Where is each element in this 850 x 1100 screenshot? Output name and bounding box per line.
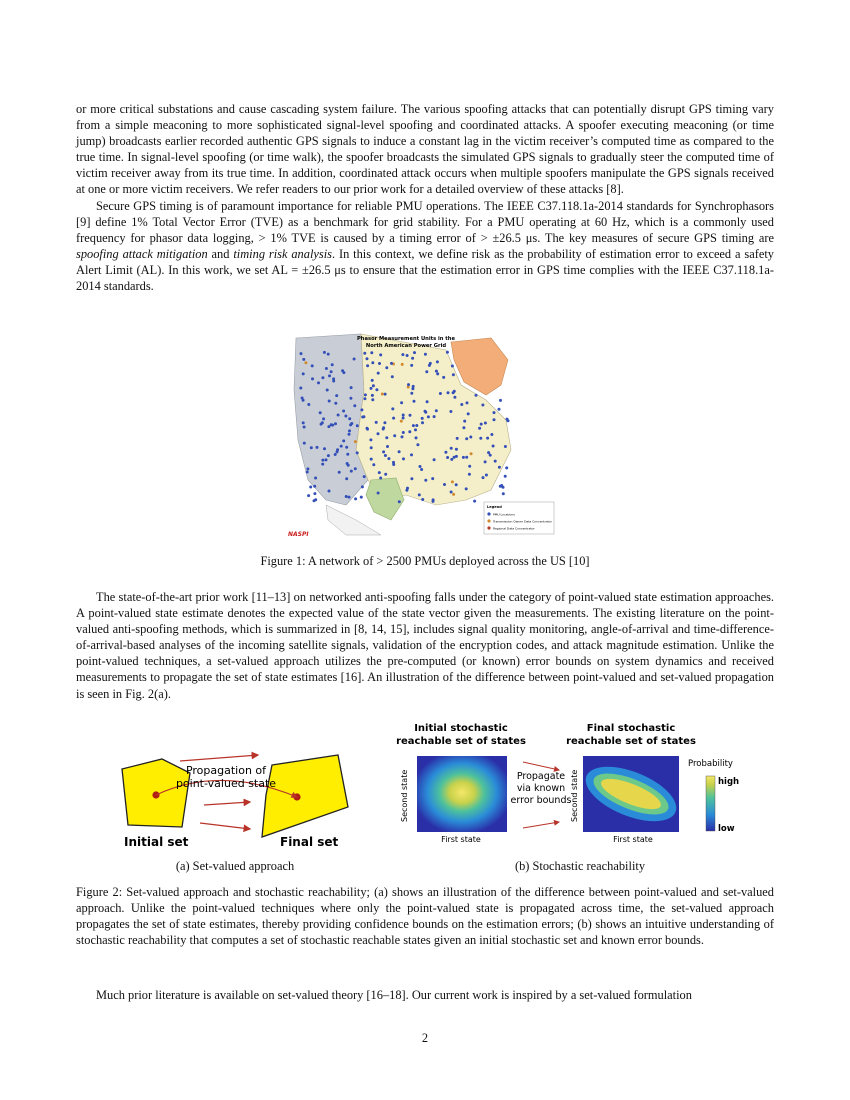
- pmu-dot: [435, 370, 438, 373]
- pmu-dot: [348, 433, 351, 436]
- pmu-dot: [443, 483, 446, 486]
- pmu-dot: [421, 417, 424, 420]
- ylabel-right: Second state: [570, 769, 579, 822]
- pmu-dot: [381, 393, 384, 396]
- pmu-dot: [370, 351, 373, 354]
- pmu-dot: [465, 456, 468, 459]
- pmu-dot: [455, 448, 458, 451]
- pmu-dot: [493, 411, 496, 414]
- pmu-dot: [331, 363, 334, 366]
- pmu-dot: [303, 442, 306, 445]
- pmu-dot: [419, 465, 422, 468]
- pmu-dot: [431, 477, 434, 480]
- pmu-dot: [466, 401, 469, 404]
- pmu-dot: [345, 446, 348, 449]
- pmu-dot: [411, 357, 414, 360]
- pmu-dot: [425, 370, 428, 373]
- pmu-dot: [480, 423, 483, 426]
- pmu-dot: [349, 423, 352, 426]
- pmu-dot: [436, 372, 439, 375]
- pmu-dot: [421, 498, 424, 501]
- pmu-dot: [414, 428, 417, 431]
- pmu-dot: [342, 410, 345, 413]
- pmu-dot: [378, 471, 381, 474]
- pmu-dot: [330, 370, 333, 373]
- pmu-dot: [402, 431, 405, 434]
- pmu-dot: [383, 421, 386, 424]
- pmu-dot: [370, 446, 373, 449]
- pmu-dot: [462, 426, 465, 429]
- pmu-dot: [450, 458, 453, 461]
- pmu-dot: [426, 400, 429, 403]
- pmu-dot: [353, 358, 356, 361]
- legend-item-3: Regional Data Concentrator: [493, 526, 535, 531]
- pmu-dot: [354, 467, 357, 470]
- pmu-dot: [336, 448, 339, 451]
- pmu-dot: [505, 466, 508, 469]
- colorbar-low: low: [718, 824, 735, 834]
- pmu-dot: [478, 427, 481, 430]
- pmu-dot: [334, 422, 337, 425]
- pmu-dot: [363, 475, 366, 478]
- pmu-dot: [463, 420, 466, 423]
- pmu-dot: [348, 417, 351, 420]
- pmu-dot: [455, 483, 458, 486]
- ylabel-left: Second state: [400, 769, 409, 822]
- pmu-dot: [450, 447, 453, 450]
- pmu-dot: [342, 439, 345, 442]
- pmu-dot: [502, 492, 505, 495]
- pmu-dot: [345, 495, 348, 498]
- pmu-dot: [303, 426, 306, 429]
- paragraph-4: Much prior literature is available on set-valued theory [16–18]. Our current work is inspired by a set-valued formulation: [96, 988, 692, 1002]
- pmu-dot: [354, 497, 357, 500]
- pmu-dot: [370, 458, 373, 461]
- pmu-dot: [375, 421, 378, 424]
- pmu-dot: [360, 408, 363, 411]
- pmu-dot: [400, 401, 403, 404]
- figure-1-map: [286, 330, 558, 540]
- pmu-dot: [401, 353, 404, 356]
- pmu-dot: [493, 418, 496, 421]
- pmu-dot: [405, 489, 408, 492]
- pmu-dot: [384, 454, 387, 457]
- paragraph-1: or more critical substations and cause cascading system failure. The various spoofing attacks that can potentially disrupt GPS timing vary from a simple meaconing to more sophisticated signal-level spoofing and coordinated attacks. A spoofer executing meaconing (or time jump) broadcasts earlier recorded authentic GPS signals to induce a constant lag in the victim receiver’s computed time as compared to the true time. In signal-level spoofing (or time walk), the spoofer broadcasts the simulated GPS signals to gradually steer the computed time of victim receiver away from its true time. In addition, coordinated attack occurs when multiple spoofers manipulate the GPS signals received at one or more victim receivers. We refer readers to our prior work for a detailed overview of these attacks [8].: [76, 102, 774, 197]
- pmu-dot: [321, 421, 324, 424]
- pmu-dot: [487, 451, 490, 454]
- pmu-dot: [309, 486, 312, 489]
- pmu-dot: [338, 471, 341, 474]
- pmu-dot: [421, 421, 424, 424]
- pmu-dot: [413, 400, 416, 403]
- pmu-dot: [398, 500, 401, 503]
- pmu-dot: [371, 394, 374, 397]
- pmu-dot: [316, 446, 319, 449]
- pmu-dot: [319, 411, 322, 414]
- pmu-dot: [462, 456, 465, 459]
- pmu-dot: [300, 352, 303, 355]
- pmu-dot: [346, 453, 349, 456]
- pmu-dot: [469, 436, 472, 439]
- pmu-dot: [446, 456, 449, 459]
- pmu-dot: [418, 493, 421, 496]
- map-title-2: North American Power Grid: [365, 343, 447, 349]
- initial-heatmap: [417, 756, 507, 832]
- pmu-dot: [356, 451, 359, 454]
- pmu-dot: [468, 465, 471, 468]
- pmu-dot: [470, 452, 473, 455]
- pmu-dot: [350, 470, 353, 473]
- xlabel-left: First state: [441, 835, 481, 844]
- pmu-dot: [392, 461, 395, 464]
- pmu-dot: [370, 387, 373, 390]
- pmu-dot: [345, 477, 348, 480]
- colorbar-title: Probability: [688, 759, 733, 769]
- pmu-dot: [436, 360, 439, 363]
- map-title-1: Phasor Measurement Units in the: [357, 336, 455, 342]
- figure-2a-subcaption: (a) Set-valued approach: [175, 859, 295, 873]
- pmu-dot: [342, 371, 345, 374]
- pmu-dot: [377, 432, 380, 435]
- pmu-dot: [402, 457, 405, 460]
- pmu-dot: [486, 437, 489, 440]
- pmu-dot: [325, 458, 328, 461]
- pmu-dot: [446, 351, 449, 354]
- pmu-dot: [366, 428, 369, 431]
- pmu-dot: [499, 399, 502, 402]
- pmu-dot: [391, 407, 394, 410]
- pmu-dot: [377, 492, 380, 495]
- pmu-dot: [306, 471, 309, 474]
- pmu-dot: [366, 364, 369, 367]
- pmu-dot: [481, 404, 484, 407]
- pmu-dot: [447, 391, 450, 394]
- pmu-dot: [304, 361, 307, 364]
- pmu-dot: [482, 476, 485, 479]
- propagation-label-2: point-valued state: [175, 777, 277, 790]
- pmu-dot: [484, 422, 487, 425]
- pmu-dot: [410, 477, 413, 480]
- legend-item-1: PMU Locations: [493, 512, 515, 517]
- figure-1-caption: Figure 1: A network of > 2500 PMUs deployed across the US [10]: [260, 554, 590, 568]
- pmu-dot: [348, 429, 351, 432]
- pmu-dot: [433, 458, 436, 461]
- propagation-label-1: Propagation of: [185, 764, 267, 777]
- pmu-dot: [340, 445, 343, 448]
- pmu-dot: [410, 392, 413, 395]
- pmu-dot: [433, 415, 436, 418]
- pmu-dot: [371, 379, 374, 382]
- pmu-dot: [453, 456, 456, 459]
- figure-2b: [395, 718, 755, 850]
- pmu-dot: [327, 454, 330, 457]
- pmu-dot: [313, 485, 316, 488]
- pmu-dot: [371, 398, 374, 401]
- pmu-dot: [382, 450, 385, 453]
- pmu-dot: [401, 435, 404, 438]
- pmu-dot: [485, 474, 488, 477]
- pmu-dot: [325, 367, 328, 370]
- pmu-dot: [301, 397, 304, 400]
- pmu-dot: [369, 438, 372, 441]
- pmu-dot: [311, 364, 314, 367]
- pmu-dot: [412, 424, 415, 427]
- pmu-dot: [452, 391, 455, 394]
- pmu-dot: [379, 353, 382, 356]
- pmu-dot: [424, 479, 427, 482]
- colorbar-high: high: [718, 777, 740, 787]
- final-title-1: Final stochastic: [586, 723, 676, 734]
- pmu-dot: [372, 463, 375, 466]
- pmu-dot: [415, 424, 418, 427]
- pmu-dot: [349, 397, 352, 400]
- pmu-dot: [411, 387, 414, 390]
- pmu-dot: [468, 473, 471, 476]
- pmu-dot: [362, 415, 365, 418]
- pmu-dot: [400, 420, 403, 423]
- pmu-dot: [494, 460, 497, 463]
- figure-2b-subcaption: (b) Stochastic reachability: [514, 859, 646, 873]
- naspi-logo: NASPI: [288, 531, 309, 538]
- pmu-dot: [390, 362, 393, 365]
- pmu-dot: [299, 387, 302, 390]
- pmu-dot: [490, 433, 493, 436]
- pmu-dot: [361, 485, 364, 488]
- pmu-dot: [498, 408, 501, 411]
- xlabel-right: First state: [613, 835, 653, 844]
- pmu-dot: [385, 436, 388, 439]
- pmu-dot: [384, 473, 387, 476]
- pmu-dot: [335, 394, 338, 397]
- pmu-dot: [310, 446, 313, 449]
- pmu-dot: [432, 498, 435, 501]
- pmu-dot: [363, 352, 366, 355]
- pmu-dot: [378, 362, 381, 365]
- paragraph-3: The state-of-the-art prior work [11–13] on networked anti-spoofing falls under the category of point-valued state estimation approaches. A point-valued state estimate denotes the expected value of the state vector given the measurements. The existing literature on the point-valued anti-spoofing methods, which is summarized in [8, 14, 15], includes signal quality monitoring, angle-of-arrival and time-difference-of-arrival-based analyses of the incoming satellite signals, validation of the encryption codes, and attack magnitude estimation. Unlike the point-valued techniques, a set-valued approach utilizes the pre-computed (or known) error bounds on system dynamics and received measurements to propagate the set of state estimates [16]. An illustration of the difference between point-valued and set-valued propagation is seen in Fig. 2(a).: [76, 590, 774, 701]
- pmu-dot: [467, 412, 470, 415]
- initial-title-1: Initial stochastic: [414, 723, 508, 734]
- pmu-dot: [420, 468, 423, 471]
- final-set-label: Final set: [280, 835, 339, 849]
- pmu-dot: [453, 396, 456, 399]
- pmu-dot: [323, 351, 326, 354]
- pmu-dot: [321, 463, 324, 466]
- pmu-dot: [439, 392, 442, 395]
- pmu-dot: [392, 417, 395, 420]
- pmu-dot: [451, 365, 454, 368]
- propagate-label-3: error bounds: [510, 795, 572, 806]
- pmu-dot: [332, 377, 335, 380]
- pmu-dot: [321, 459, 324, 462]
- pmu-dot: [408, 430, 411, 433]
- pmu-dot: [452, 373, 455, 376]
- pmu-dot: [401, 363, 404, 366]
- pmu-dot: [435, 409, 438, 412]
- pmu-dot: [366, 357, 369, 360]
- pmu-dot: [377, 372, 380, 375]
- pmu-dot: [321, 376, 324, 379]
- pmu-dot: [442, 376, 445, 379]
- pmu-dot: [328, 400, 331, 403]
- pmu-dot: [452, 493, 455, 496]
- pmu-dot: [444, 451, 447, 454]
- colorbar: [706, 776, 715, 831]
- pmu-dot: [311, 377, 314, 380]
- legend-item-2: Transmission Owner Data Concentrator: [493, 519, 552, 524]
- pmu-dot: [363, 397, 366, 400]
- pmu-dot: [415, 436, 418, 439]
- pmu-dot: [372, 384, 375, 387]
- pmu-dot: [504, 445, 507, 448]
- pmu-dot: [328, 374, 331, 377]
- pmu-dot: [409, 414, 412, 417]
- pmu-dot: [354, 440, 357, 443]
- paragraph-intro: [76, 101, 774, 294]
- pmu-dot: [465, 487, 468, 490]
- pmu-dot: [302, 372, 305, 375]
- pmu-dot: [375, 388, 378, 391]
- pmu-dot: [402, 414, 405, 417]
- pmu-dot: [385, 366, 388, 369]
- pmu-dot: [499, 485, 502, 488]
- pmu-dot: [391, 375, 394, 378]
- pmu-dot: [356, 424, 359, 427]
- final-set-shape: [262, 755, 348, 837]
- final-title-2: reachable set of states: [566, 736, 696, 747]
- pmu-dot: [498, 466, 501, 469]
- pmu-dot: [424, 410, 427, 413]
- propagate-label-1: Propagate: [516, 771, 566, 782]
- pmu-dot: [334, 453, 337, 456]
- pmu-dot: [406, 354, 409, 357]
- pmu-dot: [450, 491, 453, 494]
- pmu-dot: [449, 410, 452, 413]
- pmu-dot: [386, 445, 389, 448]
- pmu-dot: [334, 402, 337, 405]
- pmu-dot: [424, 353, 427, 356]
- pmu-dot: [364, 393, 367, 396]
- pmu-dot: [317, 381, 320, 384]
- pmu-dot: [307, 403, 310, 406]
- pmu-dot: [302, 358, 305, 361]
- page-number: 2: [421, 1031, 429, 1045]
- pmu-map-image: [286, 330, 558, 540]
- pmu-dot: [504, 475, 507, 478]
- pmu-dot: [384, 393, 387, 396]
- pmu-dot: [460, 403, 463, 406]
- pmu-dot: [507, 419, 510, 422]
- pmu-dot: [328, 490, 331, 493]
- pmu-dot: [382, 426, 385, 429]
- initial-set-label: Initial set: [124, 835, 189, 849]
- pmu-dot: [314, 498, 317, 501]
- pmu-dot: [346, 462, 349, 465]
- pmu-dot: [416, 443, 419, 446]
- pmu-dot: [473, 500, 476, 503]
- pmu-dot: [348, 496, 351, 499]
- figure-2-caption: Figure 2: Set-valued approach and stochastic reachability; (a) shows an illustration of the difference between point-valued and set-valued approach. Unlike the point-valued techniques where only the point-valued state is propagated across time, the set-valued approach propagates the set of state estimates, thereby providing confidence bounds on the estimation errors; (b) shows an intuitive understanding of stochastic reachability that computes a set of stochastic reachable states given an initial stochastic set and known error bounds.: [76, 885, 774, 948]
- pmu-dot: [322, 417, 325, 420]
- pmu-dot: [313, 492, 316, 495]
- pmu-dot: [398, 450, 401, 453]
- pmu-dot: [456, 437, 459, 440]
- pmu-dot: [314, 477, 317, 480]
- pmu-dot: [387, 457, 390, 460]
- pmu-dot: [410, 364, 413, 367]
- legend-title: Legend: [487, 505, 502, 509]
- pmu-dot: [327, 353, 330, 356]
- pmu-dot: [402, 417, 405, 420]
- pmu-dot: [326, 389, 329, 392]
- pmu-dot: [302, 421, 305, 424]
- pmu-dot: [306, 467, 309, 470]
- pmu-dot: [407, 383, 410, 386]
- pmu-dot: [344, 415, 347, 418]
- pmu-dot: [484, 460, 487, 463]
- pmu-dot: [350, 386, 353, 389]
- pmu-dot: [337, 414, 340, 417]
- pmu-dot: [330, 423, 333, 426]
- pmu-dot: [393, 434, 396, 437]
- figure-2a: [110, 745, 360, 855]
- pmu-dot: [451, 480, 454, 483]
- pmu-dot: [492, 445, 495, 448]
- pmu-dot: [413, 351, 416, 354]
- pmu-dot: [371, 361, 374, 364]
- pmu-dot: [307, 494, 310, 497]
- pmu-dot: [427, 415, 430, 418]
- pmu-dot: [479, 437, 482, 440]
- pmu-dot: [353, 404, 356, 407]
- pmu-dot: [489, 454, 492, 457]
- pmu-dot: [379, 477, 382, 480]
- paragraph-2: Secure GPS timing is of paramount importance for reliable PMU operations. The IEEE C37.118.1a-2014 standards for Synchrophasors [9] define 1% Total Vector Error (TVE) as a benchmark for grid stability. For a PMU operating at 60 Hz, which is a commonly used frequency for phasor data logging, > 1% TVE is caused by a timing error of > ±26.5 μs. The key measures of secure GPS timing are spoofing attack mitigation and timing risk analysis. In this context, we define risk as the probability of estimation error to exceed a safety Alert Limit (AL). In this work, we set AL = ±26.5 μs to ensure that the estimation error in GPS time complies with the IEEE C37.118.1a-2014 standards.: [76, 198, 774, 294]
- pmu-dot: [360, 496, 363, 499]
- propagate-label-2: via known: [516, 783, 566, 794]
- pmu-dot: [428, 364, 431, 367]
- pmu-dot: [475, 394, 478, 397]
- pmu-dot: [410, 453, 413, 456]
- pmu-dot: [323, 447, 326, 450]
- pmu-dot: [465, 437, 468, 440]
- initial-title-2: reachable set of states: [396, 736, 526, 747]
